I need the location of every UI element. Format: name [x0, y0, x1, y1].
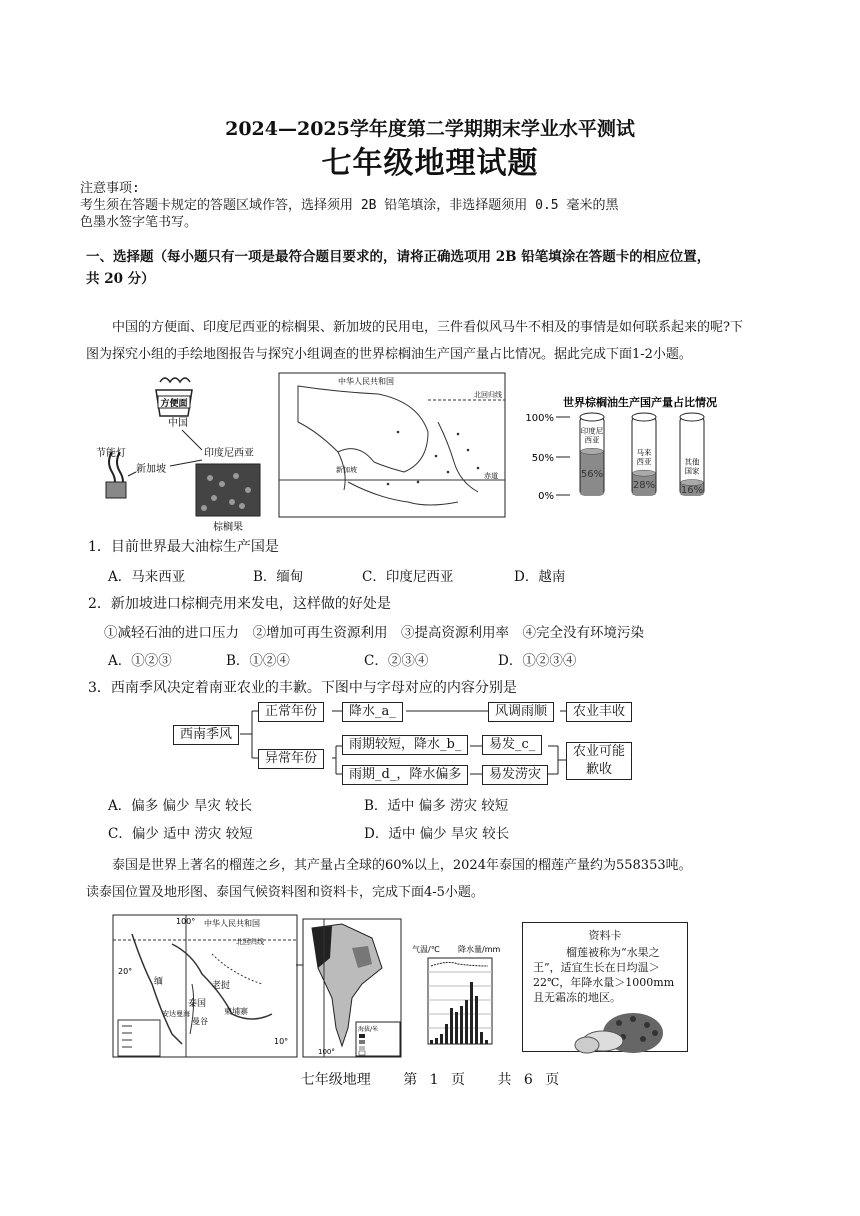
footer-page: 第 1 页: [403, 1072, 465, 1088]
cylinder-top: [632, 413, 656, 421]
value-label: 28%: [632, 480, 656, 492]
tropic-label: 北回归线: [236, 938, 264, 946]
flow-prone-flood: 易发涝灾: [482, 765, 548, 785]
climate-rain-label: 降水量/mm: [458, 945, 501, 954]
exam-term-title: 2024—2025学年度第二学期期末学业水平测试: [225, 118, 635, 140]
myanmar-label: 缅: [154, 977, 164, 987]
hand-drawn-report-figure: [92, 372, 272, 537]
palm-fruit-label: 棕榈果: [213, 522, 243, 533]
y-tick-0: 0%: [538, 491, 554, 502]
noodle-cup-icon: [156, 378, 192, 416]
bar-fill-top: [581, 448, 604, 454]
lat-20-label: 20°: [118, 967, 133, 976]
intro-thailand-2: 读泰国位置及地形图、泰国气候资料图和资料卡，完成下面4-5小题。: [86, 885, 484, 900]
indonesia-label: 印度尼西亚: [204, 448, 254, 459]
lon-100-label: 100°: [176, 917, 196, 926]
q2-option-a[interactable]: A．①②③: [108, 653, 172, 669]
value-label: 16%: [680, 484, 704, 496]
china-label: 中国: [168, 418, 188, 429]
flow-monsoon: 西南季风: [173, 725, 239, 745]
intro-thailand-1: 泰国是世界上著名的榴莲之乡，其产量占全球的60%以上，2024年泰国的榴莲产量约为558353吨。: [112, 858, 692, 873]
map-equator-label: 赤道: [484, 472, 498, 480]
palm-oil-chart: [522, 390, 732, 510]
q1-option-c[interactable]: C．印度尼西亚: [362, 569, 454, 585]
prc-label: 中华人民共和国: [204, 919, 260, 928]
elevation-legend-title: 海拔/米: [358, 1026, 379, 1033]
cylinder-top: [680, 413, 704, 421]
lamp-label: 节能灯: [96, 448, 126, 459]
andaman-label: 安达曼海: [162, 1010, 190, 1018]
notice-line: 色墨水签字笔书写。: [80, 215, 198, 230]
cylinder-top: [580, 413, 604, 421]
category-label: 印度尼西亚: [580, 426, 604, 445]
data-card-title: 资料卡: [588, 929, 622, 942]
q2-option-d[interactable]: D．①②③④: [498, 653, 577, 669]
section-heading-line: 一、选择题（每小题只有一项是最符合题目要求的，请将正确选项用 2B 铅笔填涂在答题卡的相应位置，: [86, 249, 711, 265]
value-label: 56%: [580, 469, 604, 481]
exam-subject-title: 七年级地理试题: [321, 146, 539, 181]
page-footer: [0, 1069, 860, 1089]
climate-temp-label: 气温/℃: [412, 945, 440, 954]
notice-heading: 注意事项:: [80, 181, 140, 196]
thailand-climate-chart: [408, 942, 512, 1058]
notice: [80, 180, 680, 231]
flow-rain-d: 雨期_d_，降水偏多: [342, 765, 468, 785]
arrow-to-china: [182, 430, 202, 450]
flow-rain-a: 降水_a_: [342, 702, 403, 722]
noodle-label: 方便面: [160, 399, 188, 409]
durian-icon: [523, 1007, 687, 1057]
section-heading: [86, 246, 726, 290]
q3-option-c[interactable]: C．偏少 适中 涝灾 较短: [108, 826, 253, 842]
category-label: 马来西亚: [636, 448, 652, 467]
category-label: 其他国家: [684, 457, 700, 476]
q1-option-b[interactable]: B．缅甸: [253, 569, 304, 585]
map-singapore-label: 新加坡: [336, 466, 357, 474]
question-2-stem: 2．新加坡进口棕榈壳用来发电，这样做的好处是: [88, 596, 391, 612]
topo-lon-100-label: 100°: [318, 1048, 335, 1056]
thailand-topography-map: [302, 918, 402, 1058]
footer-subject: 七年级地理: [300, 1072, 371, 1088]
bangkok-label: 曼谷: [192, 1017, 208, 1026]
flow-harvest: 农业丰收: [566, 702, 632, 722]
lat-10-label: 10°: [274, 1037, 289, 1046]
q2-option-b[interactable]: B．①②④: [226, 653, 290, 669]
southeast-asia-map: [278, 372, 506, 518]
map-tropic-label: 北回归线: [474, 391, 502, 399]
map-legend: [118, 1020, 160, 1056]
notice-line: 考生须在答题卡规定的答题区域作答，选择须用 2B 铅笔填涂，非选择题须用 0.5 毫米的黑: [80, 198, 619, 213]
cambodia-label: 柬埔寨: [224, 1007, 248, 1016]
map-prc-label: 中华人民共和国: [338, 377, 394, 386]
y-tick-100: 100%: [525, 413, 554, 424]
question-3-stem: 3．西南季风决定着南亚农业的丰歉。下图中与字母对应的内容分别是: [88, 680, 517, 696]
q3-option-d[interactable]: D．适中 偏少 旱灾 较长: [364, 826, 510, 842]
data-card: [522, 922, 688, 1052]
thailand-location-map: [112, 914, 298, 1058]
data-card-text: 榴莲被称为“水果之王”，适宜生长在日均温＞22℃，年降水量＞1000mm且无霜冻的地区。: [533, 946, 675, 1004]
flow-prone-c: 易发_c_: [482, 735, 542, 755]
q1-option-d[interactable]: D．越南: [514, 569, 566, 585]
flow-normal-year: 正常年份: [258, 702, 324, 722]
thailand-label: 泰国: [188, 999, 207, 1009]
intro-paragraph: 中国的方便面、印度尼西亚的棕榈果、新加坡的民用电，三件看似风马牛不相及的事情是如何联系起来的呢?下图为探究小组的手绘地图报告与探究小组调查的世界棕榈油生产国产量占比情况。据此完成下面1-2小题。: [86, 320, 743, 362]
footer-total: 共 6 页: [497, 1072, 560, 1088]
q3-option-b[interactable]: B．适中 偏多 涝灾 较短: [364, 798, 509, 814]
y-tick-50: 50%: [531, 453, 554, 464]
flow-abnormal-year: 异常年份: [258, 749, 324, 769]
flow-possible-loss: 农业可能歉收: [566, 742, 632, 780]
q2-option-c[interactable]: C．②③④: [364, 653, 429, 669]
section-heading-line: 共 20 分）: [86, 271, 155, 287]
singapore-label: 新加坡: [136, 464, 166, 475]
bar-fill-top: [633, 470, 656, 476]
flow-short-rain-b: 雨期较短，降水_b_: [342, 735, 468, 755]
q2-items: ①减轻石油的进口压力 ②增加可再生资源利用 ③提高资源利用率 ④完全没有环境污染: [104, 625, 644, 641]
flow-good-weather: 风调雨顺: [488, 702, 554, 722]
q1-option-a[interactable]: A．马来西亚: [108, 569, 186, 585]
chart-title: 世界棕榈油生产国产量占比情况: [563, 396, 717, 409]
q3-option-a[interactable]: A．偏多 偏少 旱灾 较长: [108, 798, 253, 814]
laos-label: 老挝: [212, 981, 231, 991]
question-1-stem: 1．目前世界最大油棕生产国是: [88, 539, 279, 555]
